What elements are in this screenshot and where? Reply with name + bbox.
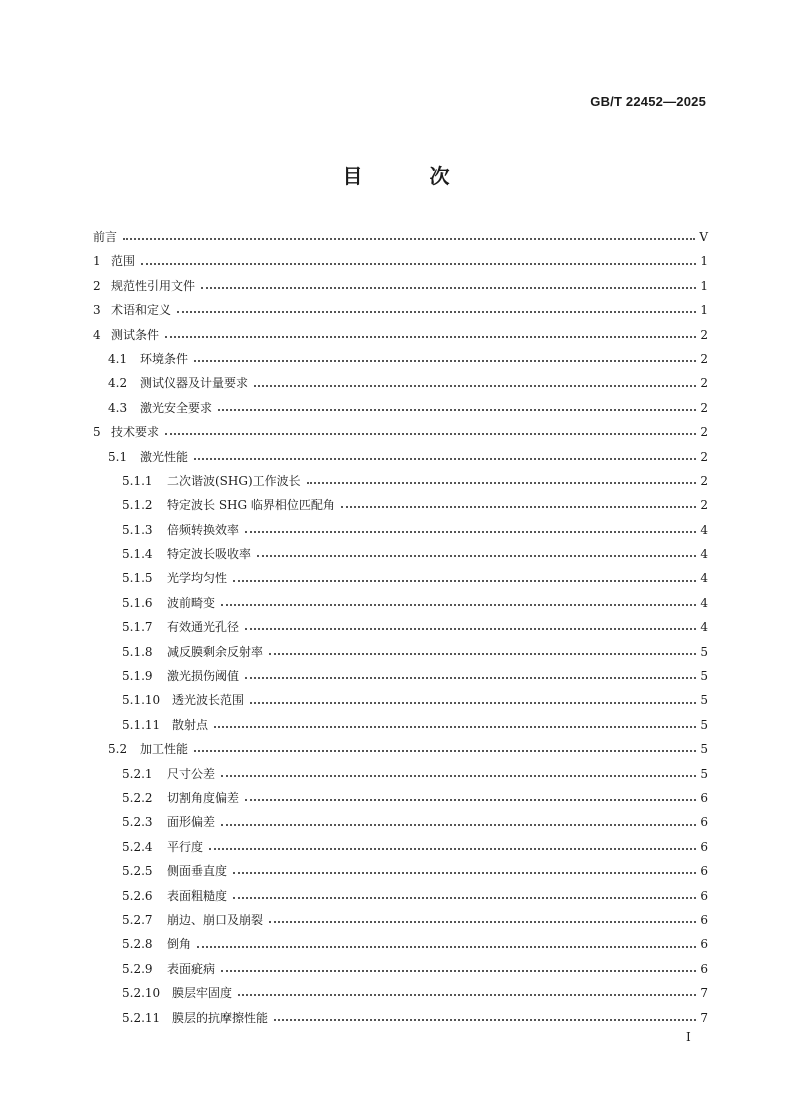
toc-entry[interactable]	[93, 420, 708, 444]
toc-entry[interactable]	[93, 640, 708, 664]
toc-entry-page: 4	[700, 571, 708, 586]
toc-entry[interactable]	[93, 542, 708, 566]
toc-entry[interactable]	[93, 737, 708, 761]
toc-dot-leader	[221, 592, 696, 606]
toc-entry-number: 5.2.3	[122, 815, 153, 830]
toc-entry-number: 4.1	[108, 351, 128, 366]
toc-entry-label: 前言	[93, 230, 118, 244]
toc-entry-page: 6	[700, 961, 708, 976]
toc-entry-number: 5.2.8	[122, 937, 153, 952]
toc-entry-label: 膜层的抗摩擦性能	[172, 1010, 269, 1025]
toc-entry-number: 5.1	[108, 449, 128, 464]
toc-entry-page: 2	[700, 498, 708, 513]
toc-entry-number: 5.1.8	[122, 644, 153, 659]
toc-entry[interactable]	[93, 786, 708, 810]
toc-entry-label: 倒角	[167, 937, 192, 952]
toc-dot-leader	[123, 226, 695, 240]
toc-entry-label: 范围	[111, 254, 136, 269]
toc-dot-leader	[194, 446, 696, 460]
toc-entry-number: 3	[93, 303, 101, 318]
toc-entry-number: 5.2.1	[122, 766, 153, 781]
toc-entry-number: 5.1.1	[122, 473, 153, 488]
toc-entry[interactable]	[93, 518, 708, 542]
toc-entry-label: 表面疵病	[167, 961, 216, 976]
toc-entry-label: 透光波长范围	[172, 693, 245, 708]
toc-entry-number: 5.1.2	[122, 498, 153, 513]
toc-entry-number: 5.2.5	[122, 864, 153, 879]
toc-entry-label: 尺寸公差	[167, 766, 216, 781]
toc-entry-label: 平行度	[167, 839, 204, 854]
toc-entry-label: 倍频转换效率	[167, 522, 240, 537]
toc-entry[interactable]	[93, 566, 708, 590]
toc-entry[interactable]	[93, 323, 708, 347]
toc-entry-number: 5.2.6	[122, 888, 153, 903]
toc-entry-page: 4	[700, 547, 708, 562]
toc-entry-page: 2	[700, 449, 708, 464]
toc-entry-label: 侧面垂直度	[167, 864, 228, 879]
toc-entry[interactable]	[93, 396, 708, 420]
toc-entry-label: 减反膜剩余反射率	[167, 644, 264, 659]
toc-entry-page: 2	[700, 376, 708, 391]
toc-entry-label: 激光损伤阈值	[167, 669, 240, 684]
toc-dot-leader	[245, 616, 696, 630]
toc-entry[interactable]	[93, 957, 708, 981]
toc-entry-page: 6	[700, 790, 708, 805]
toc-entry-number: 5.2.2	[122, 790, 153, 805]
toc-entry-number: 5.1.11	[122, 717, 161, 732]
toc-entry-label: 切割角度偏差	[167, 790, 240, 805]
toc-entry-page: 1	[700, 303, 708, 318]
toc-entry-label: 测试条件	[111, 327, 160, 342]
standard-code: GB/T 22452—2025	[590, 94, 706, 109]
toc-entry-number: 5.1.4	[122, 547, 153, 562]
toc-entry-label: 规范性引用文件	[111, 278, 196, 293]
toc-entry-label: 面形偏差	[167, 815, 216, 830]
toc-dot-leader	[254, 373, 696, 387]
toc-entry-page: 4	[700, 620, 708, 635]
toc-entry-page: 2	[700, 425, 708, 440]
toc-entry-label: 环境条件	[140, 351, 189, 366]
toc-entry-number: 5.2.9	[122, 961, 153, 976]
toc-dot-leader	[250, 690, 696, 704]
toc-entry[interactable]	[93, 932, 708, 956]
toc-dot-leader	[209, 836, 696, 850]
toc-entry-page: 6	[700, 888, 708, 903]
toc-entry-number: 5.2.7	[122, 912, 153, 927]
toc-dot-leader	[245, 787, 696, 801]
toc-entry-page: V	[699, 230, 708, 244]
toc-dot-leader	[341, 494, 696, 508]
toc-entry[interactable]	[93, 835, 708, 859]
toc-entry-page: 6	[700, 815, 708, 830]
toc-dot-leader	[245, 519, 696, 533]
toc-entry-page: 7	[700, 1010, 708, 1025]
toc-dot-leader	[233, 860, 696, 874]
toc-entry-label: 激光安全要求	[140, 400, 213, 415]
toc-entry[interactable]	[93, 469, 708, 493]
toc-entry-number: 5.1.10	[122, 693, 161, 708]
toc-dot-leader	[307, 470, 696, 484]
toc-dot-leader	[233, 885, 696, 899]
toc-entry[interactable]	[93, 884, 708, 908]
toc-entry-label: 表面粗糙度	[167, 888, 228, 903]
toc-entry-page: 5	[700, 766, 708, 781]
toc-entry-label: 崩边、崩口及崩裂	[167, 912, 264, 927]
toc-dot-leader	[221, 763, 696, 777]
toc-entry[interactable]	[93, 493, 708, 517]
toc-dot-leader	[274, 1007, 696, 1021]
toc-entry-number: 1	[93, 254, 101, 269]
toc-entry-page: 4	[700, 522, 708, 537]
toc-dot-leader	[221, 958, 696, 972]
toc-entry-page: 2	[700, 327, 708, 342]
toc-entry-page: 2	[700, 473, 708, 488]
toc-dot-leader	[194, 348, 696, 362]
toc-entry[interactable]	[93, 762, 708, 786]
toc-entry-number: 4.3	[108, 400, 128, 415]
toc-entry-label: 特定波长 SHG 临界相位匹配角	[167, 498, 335, 513]
toc-entry[interactable]	[93, 298, 708, 322]
toc-entry-number: 4	[93, 327, 101, 342]
toc-entry-label: 激光性能	[140, 449, 189, 464]
toc-entry[interactable]	[93, 445, 708, 469]
toc-entry[interactable]	[93, 1006, 708, 1030]
toc-entry[interactable]	[93, 713, 708, 737]
toc-dot-leader	[201, 275, 696, 289]
toc-dot-leader	[238, 982, 696, 996]
toc-dot-leader	[257, 543, 696, 557]
toc-dot-leader	[233, 568, 696, 582]
toc-entry[interactable]	[93, 908, 708, 932]
toc-entry-label: 二次谐波(SHG)工作波长	[167, 473, 301, 488]
toc-entry-page: 2	[700, 400, 708, 415]
toc-entry[interactable]	[93, 249, 708, 273]
toc-entry-label: 光学均匀性	[167, 571, 228, 586]
toc-dot-leader	[141, 251, 696, 265]
toc-entry-page: 6	[700, 937, 708, 952]
toc-entry-page: 5	[700, 717, 708, 732]
toc-entry-page: 5	[700, 742, 708, 757]
toc-dot-leader	[269, 641, 696, 655]
toc-entry-label: 波前畸变	[167, 595, 216, 610]
toc-entry-page: 1	[700, 254, 708, 269]
toc-entry-label: 特定波长吸收率	[167, 547, 252, 562]
toc-entry-label: 术语和定义	[111, 303, 172, 318]
toc-dot-leader	[245, 665, 696, 679]
page-folio: I	[686, 1030, 691, 1044]
toc-entry-label: 散射点	[172, 717, 209, 732]
toc-entry-page: 5	[700, 644, 708, 659]
toc-entry-label: 技术要求	[111, 425, 160, 440]
toc-entry-label: 加工性能	[140, 742, 189, 757]
toc-entry-number: 4.2	[108, 376, 128, 391]
toc-dot-leader	[177, 299, 696, 313]
toc-entry[interactable]	[93, 859, 708, 883]
toc-dot-leader	[197, 934, 696, 948]
toc-entry-number: 5.1.7	[122, 620, 153, 635]
toc-entry-page: 6	[700, 912, 708, 927]
toc-entry[interactable]	[93, 615, 708, 639]
toc-dot-leader	[165, 324, 696, 338]
table-of-contents	[93, 225, 708, 1030]
toc-entry-number: 5.1.9	[122, 669, 153, 684]
toc-entry-label: 测试仪器及计量要求	[140, 376, 249, 391]
toc-entry-label: 有效通光孔径	[167, 620, 240, 635]
toc-entry-number: 5.2	[108, 742, 128, 757]
toc-entry[interactable]	[93, 591, 708, 615]
toc-dot-leader	[218, 397, 696, 411]
toc-entry-label: 膜层牢固度	[172, 986, 233, 1001]
toc-entry-page: 4	[700, 595, 708, 610]
toc-entry-page: 7	[700, 986, 708, 1001]
toc-entry-number: 5.1.6	[122, 595, 153, 610]
toc-entry-page: 5	[700, 693, 708, 708]
toc-entry-number: 5.2.10	[122, 986, 161, 1001]
toc-entry-number: 5.2.11	[122, 1010, 161, 1025]
toc-entry[interactable]	[93, 688, 708, 712]
toc-entry-page: 1	[700, 278, 708, 293]
toc-entry-number: 5.1.5	[122, 571, 153, 586]
page-title: 目 次	[342, 164, 480, 188]
toc-entry[interactable]	[93, 274, 708, 298]
toc-entry-page: 6	[700, 839, 708, 854]
toc-entry[interactable]	[93, 981, 708, 1005]
toc-entry[interactable]	[93, 664, 708, 688]
toc-entry-page: 2	[700, 351, 708, 366]
toc-dot-leader	[165, 421, 696, 435]
toc-entry-page: 5	[700, 669, 708, 684]
toc-entry[interactable]	[93, 347, 708, 371]
toc-dot-leader	[214, 714, 696, 728]
toc-entry-number: 5.1.3	[122, 522, 153, 537]
toc-entry[interactable]	[93, 810, 708, 834]
toc-entry-number: 2	[93, 278, 101, 293]
toc-entry-page: 6	[700, 864, 708, 879]
toc-entry-number: 5	[93, 425, 101, 440]
toc-dot-leader	[194, 738, 696, 752]
toc-dot-leader	[221, 812, 696, 826]
toc-entry-number: 5.2.4	[122, 839, 153, 854]
toc-entry[interactable]	[93, 371, 708, 395]
toc-dot-leader	[269, 909, 696, 923]
toc-entry[interactable]	[93, 225, 708, 249]
